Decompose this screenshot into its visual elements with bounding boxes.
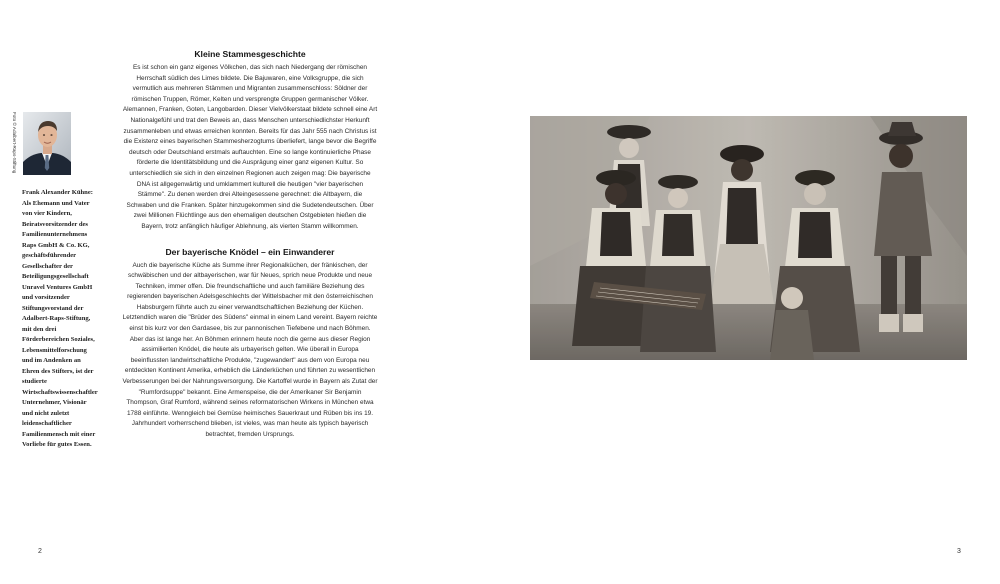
author-portrait-image [23, 112, 71, 175]
section-heading-stammesgeschichte: Kleine Stammesgeschichte [194, 49, 306, 59]
section-body-knoedel: Auch die bayerische Küche als Summe ihrer Regionalküchen, der fränkischen, der schwäbischen und der altbayerischen, war für Neues, sprich neue Produkte und neue Techniken, immer offen. Die freundschaftliche und auch familiäre Beziehung des regierenden bayerischen Adelsgeschlechts der Wittelsbacher mit den österreichischen Habsburgern führte auch zu einer verwandtschaftlichen Beziehung der Küchen. Letztendlich waren die "Brüder des Südens" einmal in einem Land vereint. Bayern reichte einst bis kurz vor den Gardasee, bis zur pannonischen Tiefebene und nach Böhmen. Aber das ist lange her. An Böhmen erinnern heute noch die gerne aus dieser Region assimilierten Knödel, die heute als urbayerisch gelten. Wie überall in Europa beeinflussten landwirtschaftliche Produkte, "zugewandert" aus dem von Europa neu entdeckten Kontinent Amerika, erheblich die Länderküchen und führten zu wesentlichen Verbesserungen bei der Nahrungsversorgung. Die Kartoffel wurde in Bayern als Zutat der "Rumfordsuppe" bekannt. Eine Armenspeise, die der Amerikaner Sir Benjamin Thompson, Graf Rumford, während seines reformatorischen Wirkens in München etwa 1788 einführte. Wenngleich bei Gemüse heimisches Sauerkraut und Rüben bis ins 19. Jahrhundert vorherrschend blieben, ist vieles, was man heute als typisch bayerisch betrachtet, fremden Ursprungs. [122, 261, 378, 438]
photo-credit-text: Foto © Adalbert-Raps-Stiftung [12, 112, 17, 174]
photo-credit [5, 112, 17, 182]
page-number-left: 2 [38, 548, 42, 555]
section-heading-knoedel: Der bayerische Knödel – ein Einwanderer [165, 246, 335, 257]
page-number-right: 3 [957, 548, 961, 555]
author-bio-text: Als Ehemann und Vater von vier Kindern, Beiratsvorsitzender des Familienunternehmens Raps GmbH & Co. KG, geschäftsführender Gesellschafter der Beteiligungsgesellschaft Unravel Ventures GmbH und vorsitzender Stiftungsvorstand der Adalbert-Raps-Stiftung, mit den drei Förderbereichen Soziales, Lebensmittelforschung und im Andenken an Ehren des Stifters, ist der studierte Wirtschaftswissenschaftler Unternehmer, Visionär und nicht zuletzt leidenschaftlicher Familienmensch mit einer Vorliebe für gutes Essen. [22, 199, 98, 448]
historic-group-photo [530, 116, 967, 360]
author-name: Frank Alexander Kühne: [22, 189, 93, 196]
article-column [122, 48, 378, 441]
author-bio [22, 188, 96, 451]
author-portrait [23, 112, 71, 175]
historic-group-photo-image [530, 116, 967, 360]
section-body-stammesgeschichte: Es ist schon ein ganz eigenes Völkchen, das sich nach Niedergang der römischen Herrschaft südlich des Limes bildete. Die Bajuwaren, eine Volksgruppe, die sich vermutlich aus mehreren Stämmen und Migranten zusammenschloss: Söldner der römischen Truppen, Römer, Kelten und versprengte Gruppen germanischer Völker. Alemannen, Franken, Goten, Langobarden. Dieser Vielvölkerstaat bildete schnell eine Art Nationalgefühl und trat den Beweis an, dass Menschen unterschiedlichster Herkunft zusammenleben und etwas erreichen konnten. Bereits für das Jahr 555 nach Christus ist die Existenz eines bayerischen Stammesherzogtums überliefert, lange bevor die Begriffe deutsch oder Deutschland erstmals auftauchten. Eine so lange kontinuierliche Phase förderte die Identitätsbildung und die Ausprägung einer ganz eigenen Kultur. So unterschiedlich sie sich in den einzelnen Regionen auch zeigen mag: Die bayerische DNA ist allgegenwärtig und umklammert kulturell die heutigen "vier bayerischen Stämme". Zu denen werden drei Alteingesessene gerechnet: die Altbayern, die Schwaben und die Franken. Später hinzugekommen sind die Sudetendeutschen. Über zwei Millionen Flüchtlinge aus den ehemaligen deutschen Ostgebieten hießen die Bayern, trotz anfänglich häufiger Ablehnung, als vierten Stamm willkommen. [122, 64, 378, 230]
